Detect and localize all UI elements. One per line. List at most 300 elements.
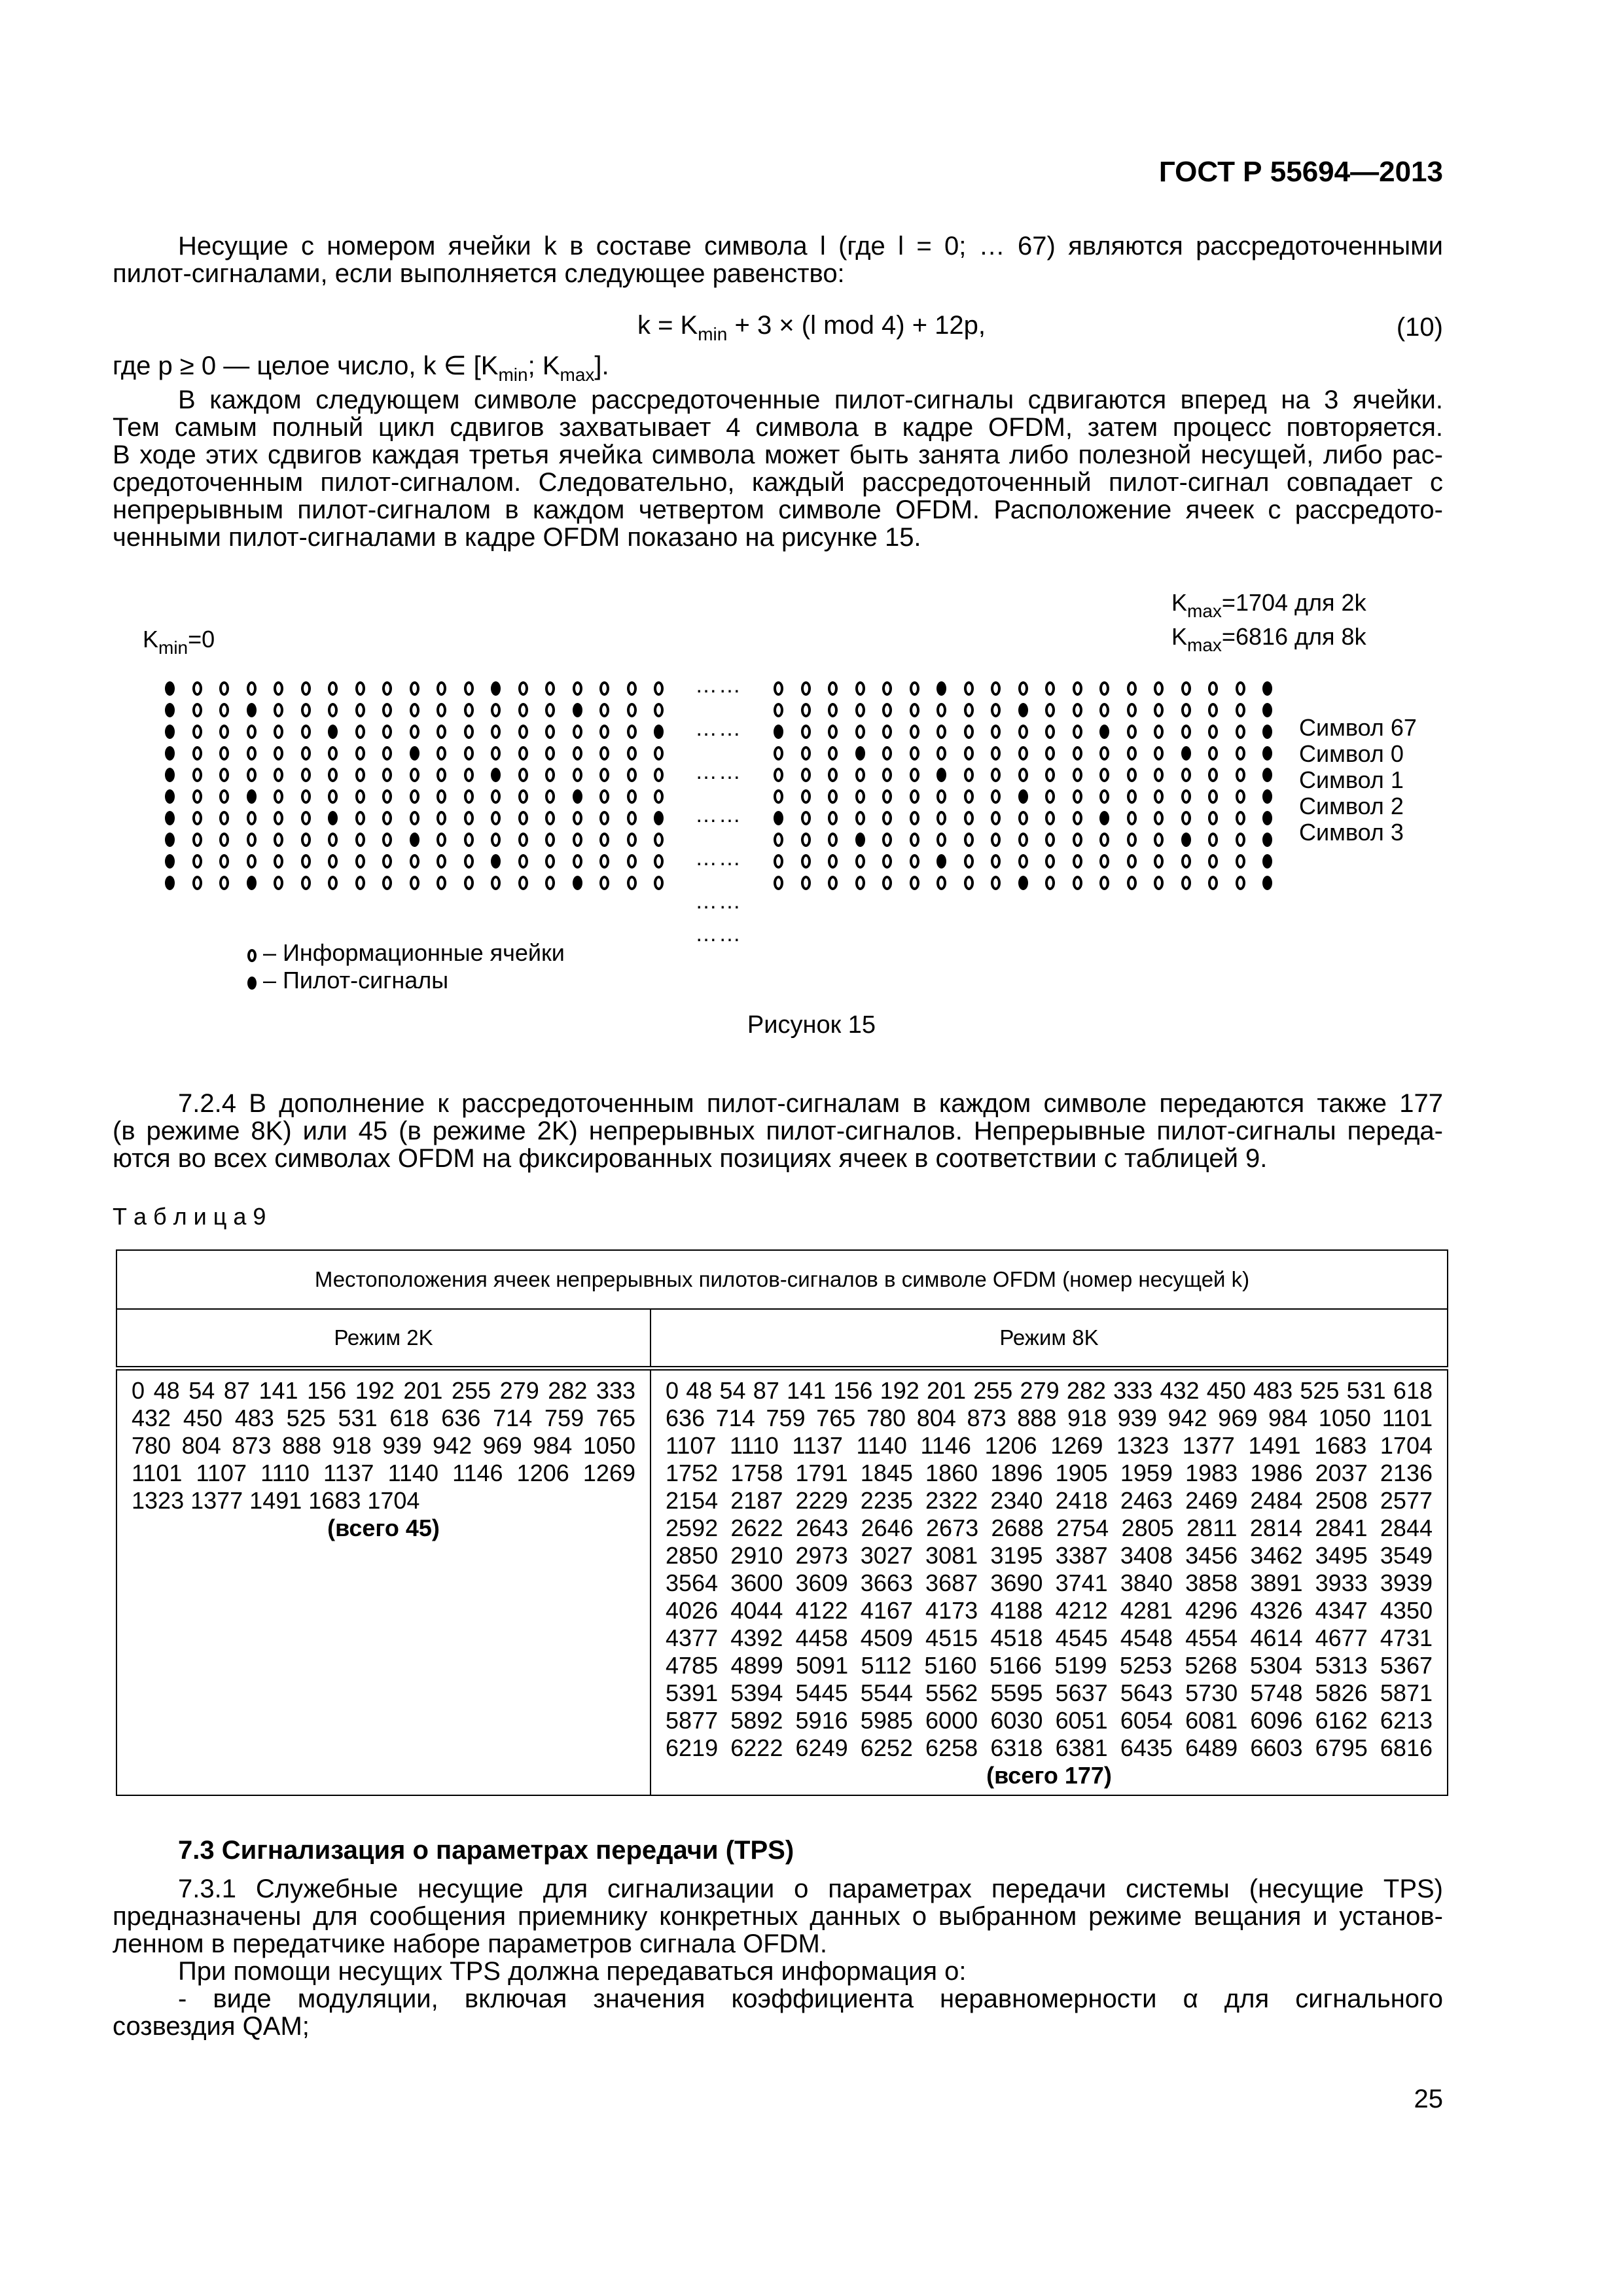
pilot-cell-icon <box>1262 833 1272 847</box>
pilot-cell-icon <box>165 854 175 869</box>
info-cell-icon <box>1045 725 1055 739</box>
tps-paragraph <box>113 1875 1443 2040</box>
info-cell-icon <box>882 854 892 869</box>
value-line: 2592 2622 2643 2646 2673 2688 2754 2805 2811 2814 2841 2844 <box>666 1515 1433 1541</box>
pilot-cell-icon <box>654 725 664 739</box>
value-line: 5391 5394 5445 5544 5562 5595 5637 5643 5730 5748 5826 5871 <box>666 1679 1433 1706</box>
kmax-2k-label: $K_{max}=1704$ для 2k <box>1171 589 1366 621</box>
info-cell-icon <box>1045 703 1055 717</box>
info-cell-icon <box>991 768 1001 782</box>
figure-caption: Рисунок 15 <box>747 1011 876 1039</box>
info-cell-icon <box>828 746 838 761</box>
ellipsis: …… <box>695 922 742 946</box>
info-cell-icon <box>464 833 474 847</box>
info-cell-icon <box>627 833 637 847</box>
section-heading: 7.3 Сигнализация о параметрах передачи (TPS) <box>178 1836 794 1865</box>
info-cell-icon <box>1127 876 1137 890</box>
info-cell-icon <box>573 746 582 761</box>
info-cell-icon <box>964 833 974 847</box>
info-cell-icon <box>627 703 637 717</box>
pilot-cell-icon <box>491 681 501 696</box>
info-cell-icon <box>1073 681 1082 696</box>
right-cell-grid <box>771 678 1287 894</box>
info-cell-icon <box>1045 768 1055 782</box>
info-cell-icon <box>882 681 892 696</box>
info-cell-icon <box>936 725 946 739</box>
pilot-cell-icon <box>1018 703 1028 717</box>
pilot-cell-icon <box>491 768 501 782</box>
value-line: 4785 4899 5091 5112 5160 5166 5199 5253 5268 5304 5313 5367 <box>666 1652 1433 1679</box>
info-cell-icon <box>1236 789 1245 804</box>
pilot-cell-icon <box>1262 768 1272 782</box>
info-cell-icon <box>1073 789 1082 804</box>
info-cell-icon <box>627 811 637 825</box>
info-cell-icon <box>410 789 419 804</box>
info-cell-icon <box>910 768 919 782</box>
pilot-cell-icon <box>774 725 783 739</box>
info-cell-icon <box>382 833 392 847</box>
text-line: В каждом следующем символе рассредоточенные пилот-сигналы сдвигаются вперед на 3 ячейки. <box>178 386 1443 414</box>
info-cell-icon <box>855 768 865 782</box>
info-cell-icon <box>910 789 919 804</box>
info-cell-icon <box>1045 789 1055 804</box>
info-cell-icon <box>991 854 1001 869</box>
info-cell-icon <box>192 768 202 782</box>
table-title: Местоположения ячеек непрерывных пилотов-сигналов в символе OFDM (номер несущей k) <box>116 1250 1448 1309</box>
text-line: предназначены для сообщения приемнику конкретных данных о выбранном режиме вещания и установ- <box>113 1902 1443 1931</box>
info-cell-icon <box>599 811 609 825</box>
column-header-8k: Режим 8K <box>651 1309 1448 1369</box>
info-cell-icon <box>964 876 974 890</box>
info-cell-icon <box>219 681 229 696</box>
pilot-cell-icon <box>1262 703 1272 717</box>
page-number: 25 <box>1414 2085 1443 2113</box>
info-cell-icon <box>1208 703 1218 717</box>
info-cell-icon <box>991 681 1001 696</box>
symbol-labels <box>1299 715 1417 846</box>
info-cell-icon <box>192 789 202 804</box>
info-cell-icon <box>855 854 865 869</box>
open-circle-icon <box>247 949 257 962</box>
info-cell-icon <box>247 681 257 696</box>
formula-subscript: min <box>698 324 728 344</box>
filled-circle-icon <box>247 977 257 990</box>
info-cell-icon <box>464 746 474 761</box>
info-cell-icon <box>219 768 229 782</box>
info-cell-icon <box>1236 768 1245 782</box>
info-cell-icon <box>801 681 811 696</box>
info-cell-icon <box>410 811 419 825</box>
info-cell-icon <box>627 725 637 739</box>
info-cell-icon <box>491 703 501 717</box>
legend-item-info-cells <box>247 939 565 967</box>
info-cell-icon <box>1018 854 1028 869</box>
info-cell-icon <box>1236 876 1245 890</box>
info-cell-icon <box>192 681 202 696</box>
info-cell-icon <box>882 746 892 761</box>
info-cell-icon <box>437 768 446 782</box>
info-cell-icon <box>1236 833 1245 847</box>
pilot-cell-icon <box>1181 833 1191 847</box>
pilot-cell-icon <box>1018 789 1028 804</box>
pilot-cell-icon <box>1262 746 1272 761</box>
info-cell-icon <box>627 789 637 804</box>
value-line: 0 48 54 87 141 156 192 201 255 279 282 333 432 450 483 525 531 618 <box>666 1377 1433 1404</box>
symbol-label: Символ 67 <box>1299 714 1417 741</box>
info-cell-icon <box>1018 833 1028 847</box>
text-line: - виде модуляции, включая значения коэффициента неравномерности α для сигнального <box>178 1984 1443 2013</box>
info-cell-icon <box>328 876 338 890</box>
info-cell-icon <box>801 876 811 890</box>
legend-text: – Информационные ячейки <box>263 939 565 966</box>
info-cell-icon <box>1181 876 1191 890</box>
info-cell-icon <box>573 681 582 696</box>
info-cell-icon <box>1127 811 1137 825</box>
pilot-cell-icon <box>165 876 175 890</box>
info-cell-icon <box>1236 725 1245 739</box>
ellipsis: …… <box>695 716 742 741</box>
info-cell-icon <box>774 833 783 847</box>
info-cell-icon <box>491 876 501 890</box>
value-line: 5877 5892 5916 5985 6000 6030 6051 6054 6081 6096 6162 6213 <box>666 1707 1433 1734</box>
info-cell-icon <box>1073 703 1082 717</box>
info-cell-icon <box>1208 746 1218 761</box>
info-cell-icon <box>1018 746 1028 761</box>
pilot-cell-icon <box>936 768 946 782</box>
text-line: средоточенным пилот-сигналом. Следовательно, каждый рассредоточенный пилот-сигнал совпадает с <box>113 468 1443 497</box>
info-cell-icon <box>1154 746 1164 761</box>
info-cell-icon <box>801 746 811 761</box>
info-cell-icon <box>410 876 419 890</box>
info-cell-icon <box>491 811 501 825</box>
info-cell-icon <box>301 703 311 717</box>
info-cell-icon <box>855 789 865 804</box>
info-cell-icon <box>991 703 1001 717</box>
info-cell-icon <box>301 876 311 890</box>
info-cell-icon <box>774 854 783 869</box>
info-cell-icon <box>274 746 283 761</box>
info-cell-icon <box>855 681 865 696</box>
info-cell-icon <box>599 725 609 739</box>
info-cell-icon <box>654 681 664 696</box>
info-cell-icon <box>382 681 392 696</box>
info-cell-icon <box>382 768 392 782</box>
info-cell-icon <box>1073 833 1082 847</box>
info-cell-icon <box>1208 876 1218 890</box>
info-cell-icon <box>355 876 365 890</box>
info-cell-icon <box>301 833 311 847</box>
info-cell-icon <box>1045 746 1055 761</box>
info-cell-icon <box>355 768 365 782</box>
info-cell-icon <box>545 854 555 869</box>
info-cell-icon <box>627 681 637 696</box>
symbol-label: Символ 1 <box>1299 766 1404 793</box>
info-cell-icon <box>355 703 365 717</box>
info-cell-icon <box>437 681 446 696</box>
info-cell-icon <box>437 854 446 869</box>
pilot-cell-icon <box>328 725 338 739</box>
info-cell-icon <box>1099 681 1109 696</box>
info-cell-icon <box>1127 725 1137 739</box>
info-cell-icon <box>855 703 865 717</box>
info-cell-icon <box>464 811 474 825</box>
pilot-cell-icon <box>165 811 175 825</box>
info-cell-icon <box>518 725 528 739</box>
where-clause <box>113 351 1443 385</box>
value-line: 1323 1377 1491 1683 1704 <box>132 1487 420 1514</box>
info-cell-icon <box>247 833 257 847</box>
info-cell-icon <box>1154 811 1164 825</box>
info-cell-icon <box>219 789 229 804</box>
pilot-cell-icon <box>1262 854 1272 869</box>
info-cell-icon <box>573 833 582 847</box>
info-cell-icon <box>1099 703 1109 717</box>
value-line: 3564 3600 3609 3663 3687 3690 3741 3840 3858 3891 3933 3939 <box>666 1570 1433 1596</box>
info-cell-icon <box>382 703 392 717</box>
info-cell-icon <box>573 725 582 739</box>
info-cell-icon <box>1154 703 1164 717</box>
info-cell-icon <box>382 746 392 761</box>
info-cell-icon <box>301 768 311 782</box>
info-cell-icon <box>964 746 974 761</box>
text-line: ченными пилот-сигналами в кадре OFDM показано на рисунке 15. <box>113 523 921 552</box>
pilot-cell-icon <box>247 703 257 717</box>
continuous-pilots-paragraph <box>113 1090 1443 1172</box>
pilot-cell-icon <box>573 789 582 804</box>
info-cell-icon <box>599 746 609 761</box>
info-cell-icon <box>301 811 311 825</box>
kmin-label: $K_{min}=0$ <box>143 626 215 658</box>
info-cell-icon <box>382 876 392 890</box>
info-cell-icon <box>355 725 365 739</box>
info-cell-icon <box>882 703 892 717</box>
info-cell-icon <box>882 789 892 804</box>
legend-item-pilots <box>247 967 565 994</box>
value-line: 2850 2910 2973 3027 3081 3195 3387 3408 3456 3462 3495 3549 <box>666 1542 1433 1569</box>
info-cell-icon <box>301 789 311 804</box>
info-cell-icon <box>828 789 838 804</box>
info-cell-icon <box>1236 681 1245 696</box>
info-cell-icon <box>274 833 283 847</box>
pilot-cell-icon <box>1262 681 1272 696</box>
values-2k-cell <box>116 1369 651 1796</box>
info-cell-icon <box>328 746 338 761</box>
info-cell-icon <box>1045 681 1055 696</box>
info-cell-icon <box>274 725 283 739</box>
info-cell-icon <box>1154 876 1164 890</box>
info-cell-icon <box>545 811 555 825</box>
text-line: При помощи несущих TPS должна передаваться информация о: <box>178 1957 967 1986</box>
info-cell-icon <box>328 703 338 717</box>
info-cell-icon <box>355 854 365 869</box>
info-cell-icon <box>355 746 365 761</box>
info-cell-icon <box>410 768 419 782</box>
info-cell-icon <box>382 811 392 825</box>
info-cell-icon <box>964 768 974 782</box>
info-cell-icon <box>936 746 946 761</box>
info-cell-icon <box>774 789 783 804</box>
info-cell-icon <box>936 833 946 847</box>
info-cell-icon <box>936 789 946 804</box>
info-cell-icon <box>274 789 283 804</box>
info-cell-icon <box>1127 746 1137 761</box>
info-cell-icon <box>437 703 446 717</box>
info-cell-icon <box>882 768 892 782</box>
value-line: 1107 1110 1137 1140 1146 1206 1269 1323 1377 1491 1683 1704 <box>666 1432 1433 1459</box>
info-cell-icon <box>1236 746 1245 761</box>
info-cell-icon <box>936 703 946 717</box>
text-line: Тем самым полный цикл сдвигов захватывает 4 символа в кадре OFDM, затем процесс повторяется. <box>113 413 1443 442</box>
info-cell-icon <box>599 876 609 890</box>
info-cell-icon <box>410 725 419 739</box>
info-cell-icon <box>1127 703 1137 717</box>
legend-text: – Пилот-сигналы <box>263 967 449 994</box>
symbol-label: Символ 2 <box>1299 793 1404 819</box>
info-cell-icon <box>437 746 446 761</box>
info-cell-icon <box>654 768 664 782</box>
info-cell-icon <box>437 876 446 890</box>
value-line: 6219 6222 6249 6252 6258 6318 6381 6435 6489 6603 6795 6816 <box>666 1734 1433 1761</box>
info-cell-icon <box>1073 768 1082 782</box>
total-8k: (всего 177) <box>986 1762 1112 1789</box>
info-cell-icon <box>464 768 474 782</box>
info-cell-icon <box>1099 789 1109 804</box>
document-id-header: ГОСТ Р 55694—2013 <box>1158 156 1443 188</box>
info-cell-icon <box>545 789 555 804</box>
info-cell-icon <box>801 703 811 717</box>
equation-number: (10) <box>1396 313 1443 342</box>
info-cell-icon <box>518 746 528 761</box>
info-cell-icon <box>1099 746 1109 761</box>
info-cell-icon <box>573 854 582 869</box>
info-cell-icon <box>1073 746 1082 761</box>
info-cell-icon <box>1154 681 1164 696</box>
info-cell-icon <box>518 703 528 717</box>
value-line: 4377 4392 4458 4509 4515 4518 4545 4548 4554 4614 4677 4731 <box>666 1624 1433 1651</box>
info-cell-icon <box>599 833 609 847</box>
value-line: 636 714 759 765 780 804 873 888 918 939 942 969 984 1050 1101 <box>666 1405 1433 1431</box>
pilot-cell-icon <box>1262 789 1272 804</box>
info-cell-icon <box>910 811 919 825</box>
info-cell-icon <box>1018 681 1028 696</box>
pilot-cell-icon <box>573 876 582 890</box>
info-cell-icon <box>991 833 1001 847</box>
text-line: пилот-сигналами, если выполняется следующее равенство: <box>113 259 845 288</box>
where-subscript: min <box>498 365 528 385</box>
info-cell-icon <box>355 789 365 804</box>
info-cell-icon <box>910 725 919 739</box>
pilot-cell-icon <box>1018 876 1028 890</box>
info-cell-icon <box>464 789 474 804</box>
info-cell-icon <box>219 876 229 890</box>
info-cell-icon <box>192 725 202 739</box>
info-cell-icon <box>1073 725 1082 739</box>
info-cell-icon <box>355 833 365 847</box>
info-cell-icon <box>1154 768 1164 782</box>
info-cell-icon <box>1127 681 1137 696</box>
info-cell-icon <box>1018 768 1028 782</box>
info-cell-icon <box>464 725 474 739</box>
info-cell-icon <box>855 876 865 890</box>
info-cell-icon <box>573 768 582 782</box>
info-cell-icon <box>518 833 528 847</box>
pilot-cell-icon <box>165 746 175 761</box>
info-cell-icon <box>1099 768 1109 782</box>
info-cell-icon <box>410 703 419 717</box>
info-cell-icon <box>654 876 664 890</box>
scattered-pilots-paragraph <box>113 386 1443 551</box>
info-cell-icon <box>1099 876 1109 890</box>
info-cell-icon <box>464 876 474 890</box>
info-cell-icon <box>1208 854 1218 869</box>
info-cell-icon <box>219 703 229 717</box>
text-line: 7.3.1 Служебные несущие для сигнализации о параметрах передачи системы (несущие TPS) <box>178 1874 1443 1903</box>
info-cell-icon <box>855 811 865 825</box>
info-cell-icon <box>1154 854 1164 869</box>
info-cell-icon <box>882 833 892 847</box>
pilot-cell-icon <box>165 833 175 847</box>
info-cell-icon <box>964 811 974 825</box>
info-cell-icon <box>328 768 338 782</box>
info-cell-icon <box>828 854 838 869</box>
info-cell-icon <box>518 789 528 804</box>
info-cell-icon <box>192 876 202 890</box>
info-cell-icon <box>910 854 919 869</box>
info-cell-icon <box>801 725 811 739</box>
value-line: 1752 1758 1791 1845 1860 1896 1905 1959 1983 1986 2037 2136 <box>666 1460 1433 1486</box>
pilot-cell-icon <box>855 833 865 847</box>
info-cell-icon <box>1208 789 1218 804</box>
info-cell-icon <box>828 876 838 890</box>
info-cell-icon <box>774 703 783 717</box>
pilot-cell-icon <box>165 725 175 739</box>
info-cell-icon <box>518 811 528 825</box>
info-cell-icon <box>328 789 338 804</box>
info-cell-icon <box>301 725 311 739</box>
info-cell-icon <box>219 811 229 825</box>
value-line: 2154 2187 2229 2235 2322 2340 2418 2463 2469 2484 2508 2577 <box>666 1487 1433 1514</box>
info-cell-icon <box>437 725 446 739</box>
info-cell-icon <box>964 789 974 804</box>
info-cell-icon <box>855 725 865 739</box>
text-line: ются во всех символах OFDM на фиксированных позициях ячеек в соответствии с таблицей 9. <box>113 1144 1268 1173</box>
info-cell-icon <box>964 854 974 869</box>
where-subscript: max <box>560 365 595 385</box>
info-cell-icon <box>247 725 257 739</box>
info-cell-icon <box>1181 681 1191 696</box>
pilot-cell-icon <box>491 854 501 869</box>
info-cell-icon <box>964 725 974 739</box>
info-cell-icon <box>545 725 555 739</box>
info-cell-icon <box>192 833 202 847</box>
info-cell-icon <box>1045 833 1055 847</box>
where-text: где p ≥ 0 — целое число, k ∈ [K <box>113 351 499 380</box>
info-cell-icon <box>301 746 311 761</box>
info-cell-icon <box>1236 854 1245 869</box>
text-line: (в режиме 8K) или 45 (в режиме 2K) непрерывных пилот-сигналов. Непрерывные пилот-сигналы переда- <box>113 1117 1443 1145</box>
pilot-cell-icon <box>774 811 783 825</box>
ellipsis: …… <box>695 846 742 870</box>
info-cell-icon <box>801 789 811 804</box>
ellipsis-column <box>695 674 760 956</box>
info-cell-icon <box>491 746 501 761</box>
ellipsis: …… <box>695 802 742 827</box>
ellipsis: …… <box>695 889 742 914</box>
pilot-cell-icon <box>165 681 175 696</box>
info-cell-icon <box>491 725 501 739</box>
info-cell-icon <box>828 833 838 847</box>
info-cell-icon <box>599 703 609 717</box>
